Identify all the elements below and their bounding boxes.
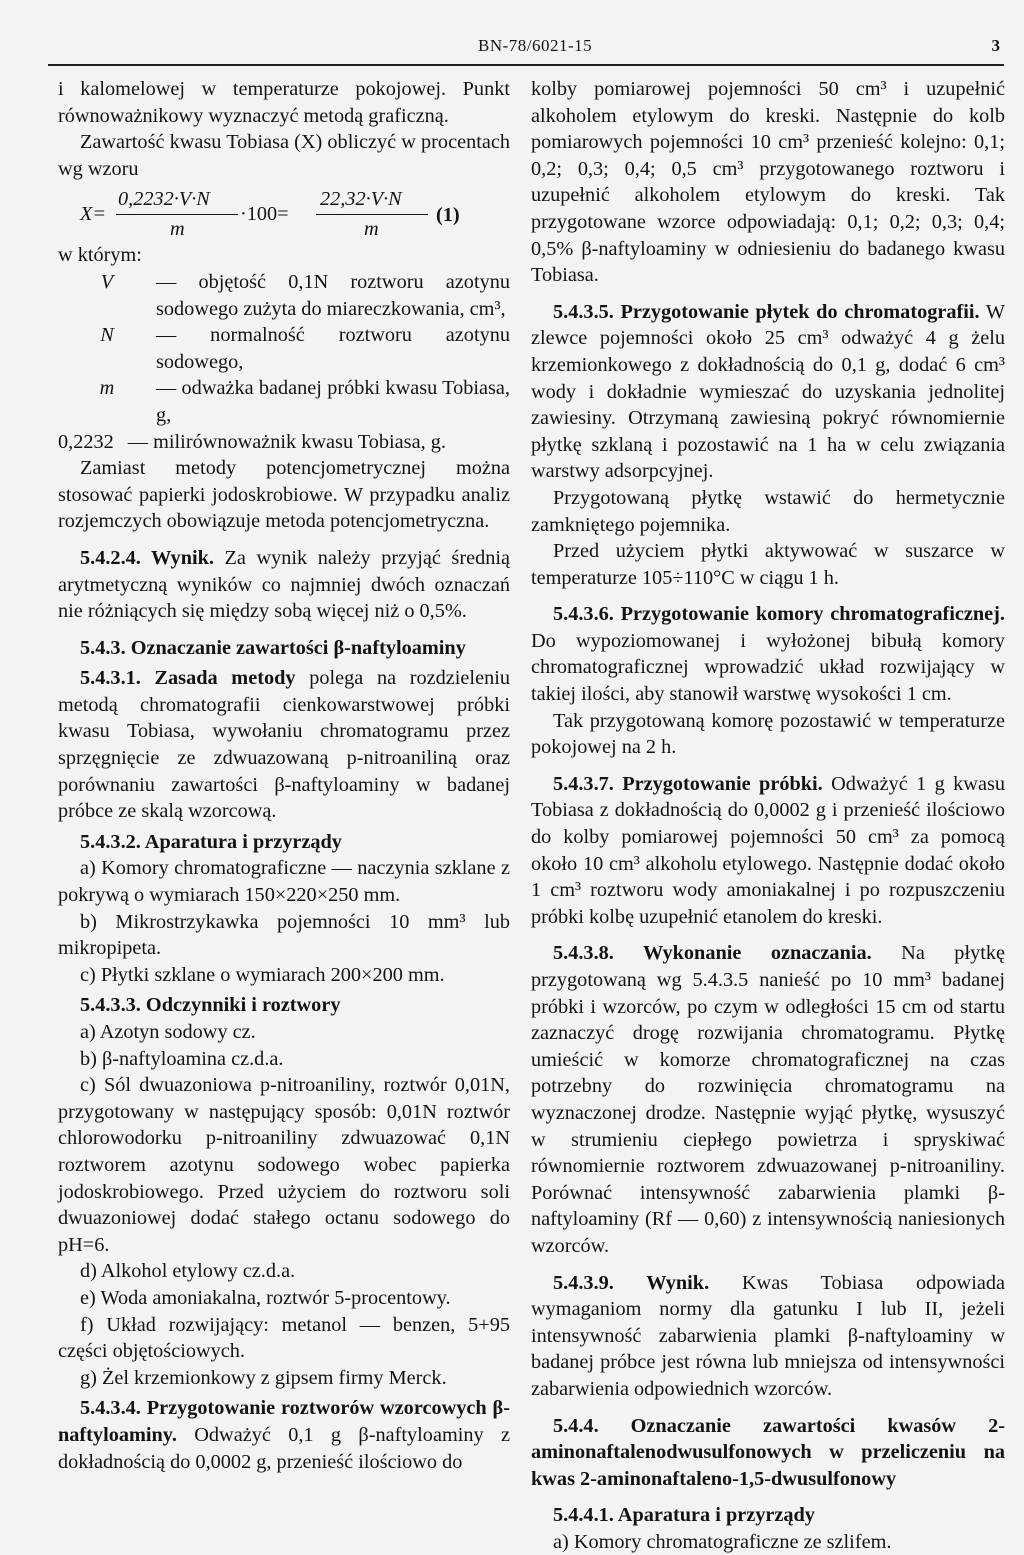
list-item: b) Mikrostrzykawka pojemności 10 mm³ lub mikropipeta.	[58, 910, 510, 960]
page-header	[48, 30, 1004, 66]
section-heading: 5.4.3.3. Odczynniki i roztwory	[80, 994, 341, 1017]
definition-text: — normalność roztworu azotynu sodowego,	[156, 324, 510, 373]
section-5-4-3-1	[58, 665, 510, 825]
list-item: d) Alkohol etylowy cz.d.a.	[80, 1260, 296, 1283]
section-text: Odważyć 0,1 g β-naftyloaminy z dokładnością do 0,0002 g, przenieść ilościowo do	[58, 1423, 510, 1473]
section-heading: 5.4.3.8. Wykonanie oznaczania.	[553, 942, 872, 965]
list-item: a) Komory chromatograficzne ze szlifem.	[553, 1530, 892, 1553]
section-text: polega na rozdzieleniu metodą chromatografii cienkowarstwowej próbki kwasu Tobiasa, wywołaniu chromatogramu przez sprzęgnięcie ze zdwuazowaną p-nitroaniliną oraz porównaniu zawartości β-naftyloaminy w badanej próbce ze skalą wzorcową.	[58, 667, 510, 823]
paragraph: Tak przygotowaną komorę pozostawić w temperaturze pokojowej na 2 h.	[531, 709, 1005, 759]
definition-symbol: V	[100, 270, 114, 293]
fraction-bar	[116, 214, 238, 215]
list-item: e) Woda amoniakalna, roztwór 5-procentowy.	[80, 1286, 451, 1309]
paragraph: Przygotowaną płytkę wstawić do hermetycznie zamkniętego pojemnika.	[531, 486, 1005, 536]
section-text: Na płytkę przygotowaną wg 5.4.3.5 nanieść po 10 mm³ badanej próbki i wzorców, po czym w odległości 15 cm od startu zaznaczyć drogę rozwijania chromatogramu. Płytkę umieścić w komorze chromatograficznej na czas potrzebny do rozwinięcia chromatogramu na wyznaczonej drodze. Następnie wyjąć płytkę, wysuszyć w strumieniu ciepłego powietrza i spryskiwać równomiernie roztworem zdwuazowanej p-nitroaniliny. Porównać intensywność zabarwienia plamki β-naftyloaminy (Rf — 0,60) z intensywnością naniesionych wzorców.	[531, 942, 1006, 1257]
definition-symbol: 0,2232	[58, 430, 114, 453]
section-5-4-3-9	[531, 1270, 1005, 1403]
section-heading: 5.4.4. Oznaczanie zawartości kwasów 2-aminonaftalenodwusulfonowych w przeliczeniu na kwas 2-aminonaftaleno-1,5-dwusulfonowy	[531, 1414, 1005, 1490]
list-item: b) β-naftyloamina cz.d.a.	[80, 1047, 284, 1070]
page-number: 3	[991, 36, 1000, 55]
section-heading: 5.4.4.1. Aparatura i przyrządy	[553, 1504, 815, 1527]
paragraph: i kalomelowej w temperaturze pokojowej. Punkt równoważnikowy wyznaczyć metodą graficzną.	[58, 78, 510, 127]
paragraph: w którym:	[58, 244, 142, 267]
list-item: c) Sól dwuazoniowa p-nitroaniliny, roztwór 0,01N, przygotowany w następujący sposób: 0,01N roztwór chlorowodorku p-nitroaniliny zdwuazować 0,1N roztworem azotynu sodowego wobec papierka jodoskrobiowego. Przed użyciem do roztworu soli dwuazoniowej dodać stałego octanu sodowego do pH=6.	[58, 1074, 510, 1256]
right-column	[531, 76, 1005, 1555]
definition-symbol: m	[99, 377, 115, 400]
formula-numerator-1: 0,2232·V·N	[118, 188, 210, 211]
section-5-4-3-7	[531, 771, 1005, 931]
section-heading: 5.4.3.2. Aparatura i przyrządy	[80, 830, 342, 853]
section-heading: 5.4.3.1. Zasada metody	[80, 667, 296, 690]
definition-item	[58, 269, 510, 322]
formula-middle: ·100=	[240, 203, 289, 226]
paragraph: Zawartość kwasu Tobiasa (X) obliczyć w procentach wg wzoru	[58, 131, 510, 180]
document-number: BN-78/6021-15	[478, 36, 593, 55]
formula-number: (1)	[436, 204, 460, 227]
section-text: W zlewce pojemności około 25 cm³ odważyć 4 g żelu krzemionkowego z dokładnością do 0,1 g, dodać 6 cm³ wody i dokładnie wymieszać do uzyskania jednolitej zawiesiny. Otrzymaną zawiesiną pokryć równomiernie płytkę szklaną i pozostawić na 1 ha w celu związania warstwy adsorpcyjnej.	[531, 300, 1005, 483]
section-text: Za wynik należy przyjąć średnią arytmetyczną wyników co najmniej dwóch oznaczań nie różniących się między sobą więcej niż o 0,5%.	[58, 546, 510, 623]
definition-item	[58, 429, 510, 456]
section-heading: 5.4.3.6. Przygotowanie komory chromatograficznej.	[553, 603, 1005, 626]
list-item: f) Układ rozwijający: metanol — benzen, 5+95 części objętościowych.	[58, 1313, 510, 1363]
definition-item	[58, 375, 510, 428]
definition-text: — milirównoważnik kwasu Tobiasa, g.	[127, 430, 446, 453]
section-heading: 5.4.3. Oznaczanie zawartości β-naftyloaminy	[80, 636, 466, 659]
section-5-4-3-4	[58, 1395, 510, 1475]
list-item: g) Żel krzemionkowy z gipsem firmy Merck.	[80, 1366, 447, 1389]
formula-denominator-2: m	[364, 218, 379, 241]
list-item: c) Płytki szklane o wymiarach 200×200 mm.	[80, 963, 445, 986]
definition-text: — objętość 0,1N roztworu azotynu sodowego zużyta do miareczkowania, cm³,	[156, 270, 510, 320]
definition-list	[58, 269, 510, 455]
fraction-bar	[316, 214, 428, 215]
formula-lhs: X=	[80, 203, 107, 226]
section-5-4-3-8	[531, 940, 1005, 1259]
section-5-4-2-4	[58, 545, 510, 625]
list-item: a) Komory chromatograficzne — naczynia szklane z pokrywą o wymiarach 150×220×250 mm.	[58, 857, 510, 907]
section-heading: 5.4.3.9. Wynik.	[553, 1271, 710, 1294]
formula-denominator-1: m	[170, 218, 185, 241]
definition-text: — odważka badanej próbki kwasu Tobiasa, g,	[156, 377, 510, 426]
section-5-4-3-6	[531, 601, 1005, 707]
definition-item	[58, 322, 510, 375]
list-item: a) Azotyn sodowy cz.	[80, 1021, 256, 1043]
paragraph: kolby pomiarowej pojemności 50 cm³ i uzupełnić alkoholem etylowym do kreski. Następnie do kolb pomiarowych pojemności 10 cm³ przenieść kolejno: 0,1; 0,2; 0,3; 0,4; 0,5 cm³ przygotowanego roztworu i uzupełnić alkoholem etylowym do kreski. Tak przygotowane wzorce odpowiadają: 0,1; 0,2; 0,3; 0,4; 0,5% β-naftyloaminy w odniesieniu do badanego kwasu Tobiasa.	[531, 78, 1005, 287]
section-heading: 5.4.2.4. Wynik.	[80, 546, 214, 569]
formula-1	[58, 184, 510, 240]
section-text: Kwas Tobiasa odpowiada wymaganiom normy dla gatunku I lub II, jeżeli intensywność zabarwienia plamki β-naftyloaminy w badanej próbce jest równa lub mniejsza od intensywności zabarwienia odpowiednich wzorców.	[531, 1271, 1005, 1400]
formula-numerator-2: 22,32·V·N	[320, 188, 402, 211]
section-heading: 5.4.3.4. Przygotowanie roztworów wzorcowych β-naftyloaminy.	[58, 1397, 510, 1446]
section-text: Do wypoziomowanej i wyłożonej bibułą komory chromatograficznej wprowadzić układ rozwijający w takiej ilości, aby stanowił warstwę wysokości 1 cm.	[531, 629, 1005, 706]
section-heading: 5.4.3.5. Przygotowanie płytek do chromatografii.	[553, 300, 980, 323]
section-heading: 5.4.3.7. Przygotowanie próbki.	[553, 772, 823, 795]
section-text: Odważyć 1 g kwasu Tobiasa z dokładnością do 0,0002 g i przenieść ilościowo do kolby pomiarowej pojemności 50 cm³ za pomocą około 10 cm³ alkoholu etylowego. Następnie dodać około 1 cm³ roztworu wody amoniakalnej i po rozpuszczeniu próbki kolbę uzupełnić etanolem do kreski.	[531, 772, 1005, 928]
paragraph: Zamiast metody potencjometrycznej można stosować papierki jodoskrobiowe. W przypadku analiz rozjemczych obowiązuje metoda potencjometryczna.	[58, 457, 510, 533]
definition-symbol: N	[100, 324, 114, 347]
section-5-4-3-5	[531, 299, 1005, 485]
paragraph: Przed użyciem płytki aktywować w suszarce w temperaturze 105÷110°C w ciągu 1 h.	[531, 540, 1005, 589]
left-column	[58, 76, 510, 1475]
